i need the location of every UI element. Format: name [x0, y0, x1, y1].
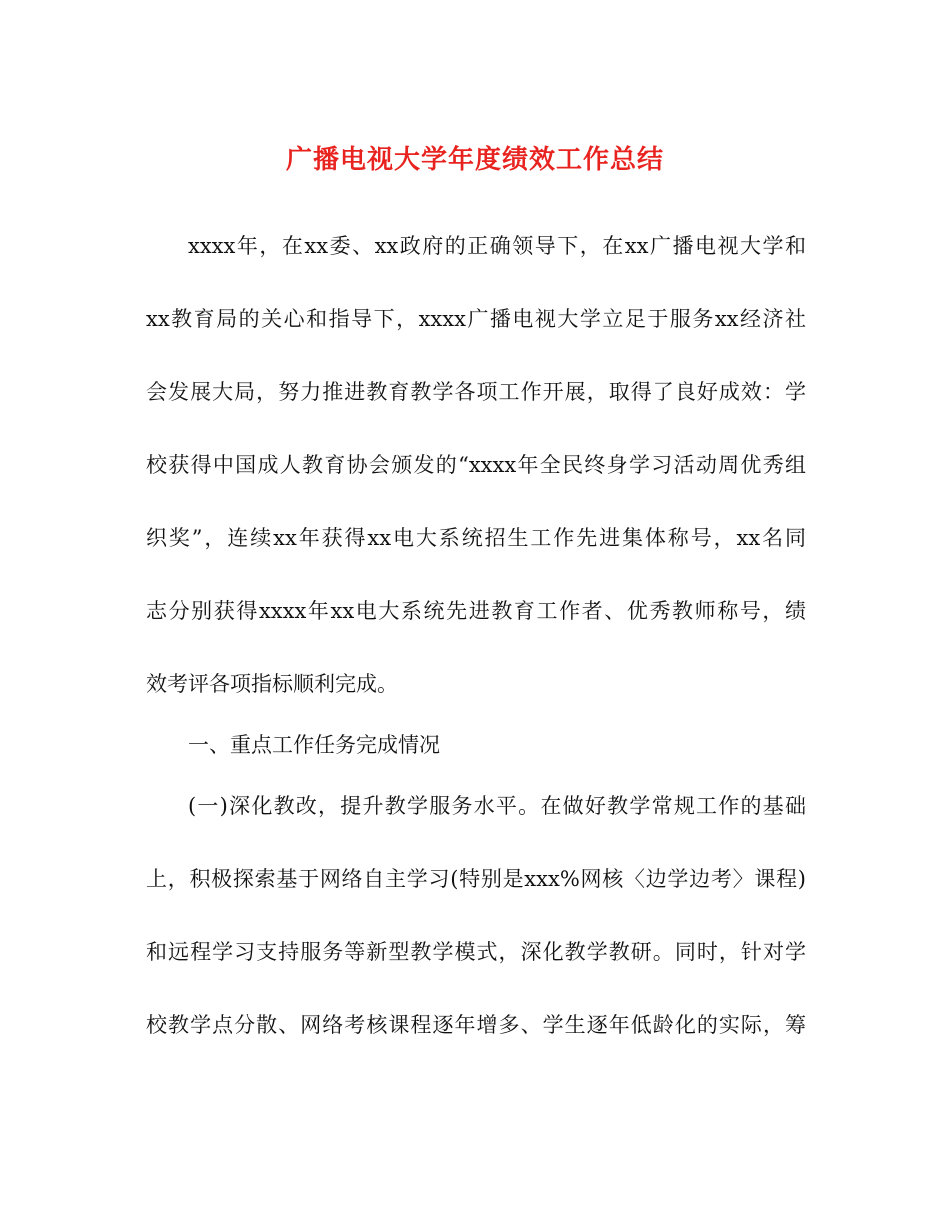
body-line-3: 会发展大局，努力推进教育教学各项工作开展，取得了良好成效：学: [146, 380, 806, 404]
body-line-9: (一)深化教改，提升教学服务水平。在做好教学常规工作的基础: [188, 794, 806, 818]
document-title: 广播电视大学年度绩效工作总结: [285, 145, 664, 175]
section-heading: 一、重点工作任务完成情况: [188, 733, 440, 757]
body-line-12: 校教学点分散、网络考核课程逐年增多、学生逐年低龄化的实际，筹: [146, 1013, 806, 1037]
body-line-7: 效考评各项指标顺利完成。: [146, 672, 398, 696]
body-line-5: 织奖”，连续xx年获得xx电大系统招生工作先进集体称号，xx名同: [146, 526, 806, 550]
body-line-11: 和远程学习支持服务等新型教学模式，深化教学教研。同时，针对学: [146, 940, 806, 964]
body-line-10: 上，积极探索基于网络自主学习(特别是xxx%网核〈边学边考〉课程): [146, 867, 806, 891]
body-line-1: xxxx年，在xx委、xx政府的正确领导下，在xx广播电视大学和: [188, 234, 806, 258]
body-line-4: 校获得中国成人教育协会颁发的“xxxx年全民终身学习活动周优秀组: [146, 453, 806, 477]
body-line-2: xx教育局的关心和指导下，xxxx广播电视大学立足于服务xx经济社: [146, 307, 806, 331]
body-line-6: 志分别获得xxxx年xx电大系统先进教育工作者、优秀教师称号，绩: [146, 599, 806, 623]
